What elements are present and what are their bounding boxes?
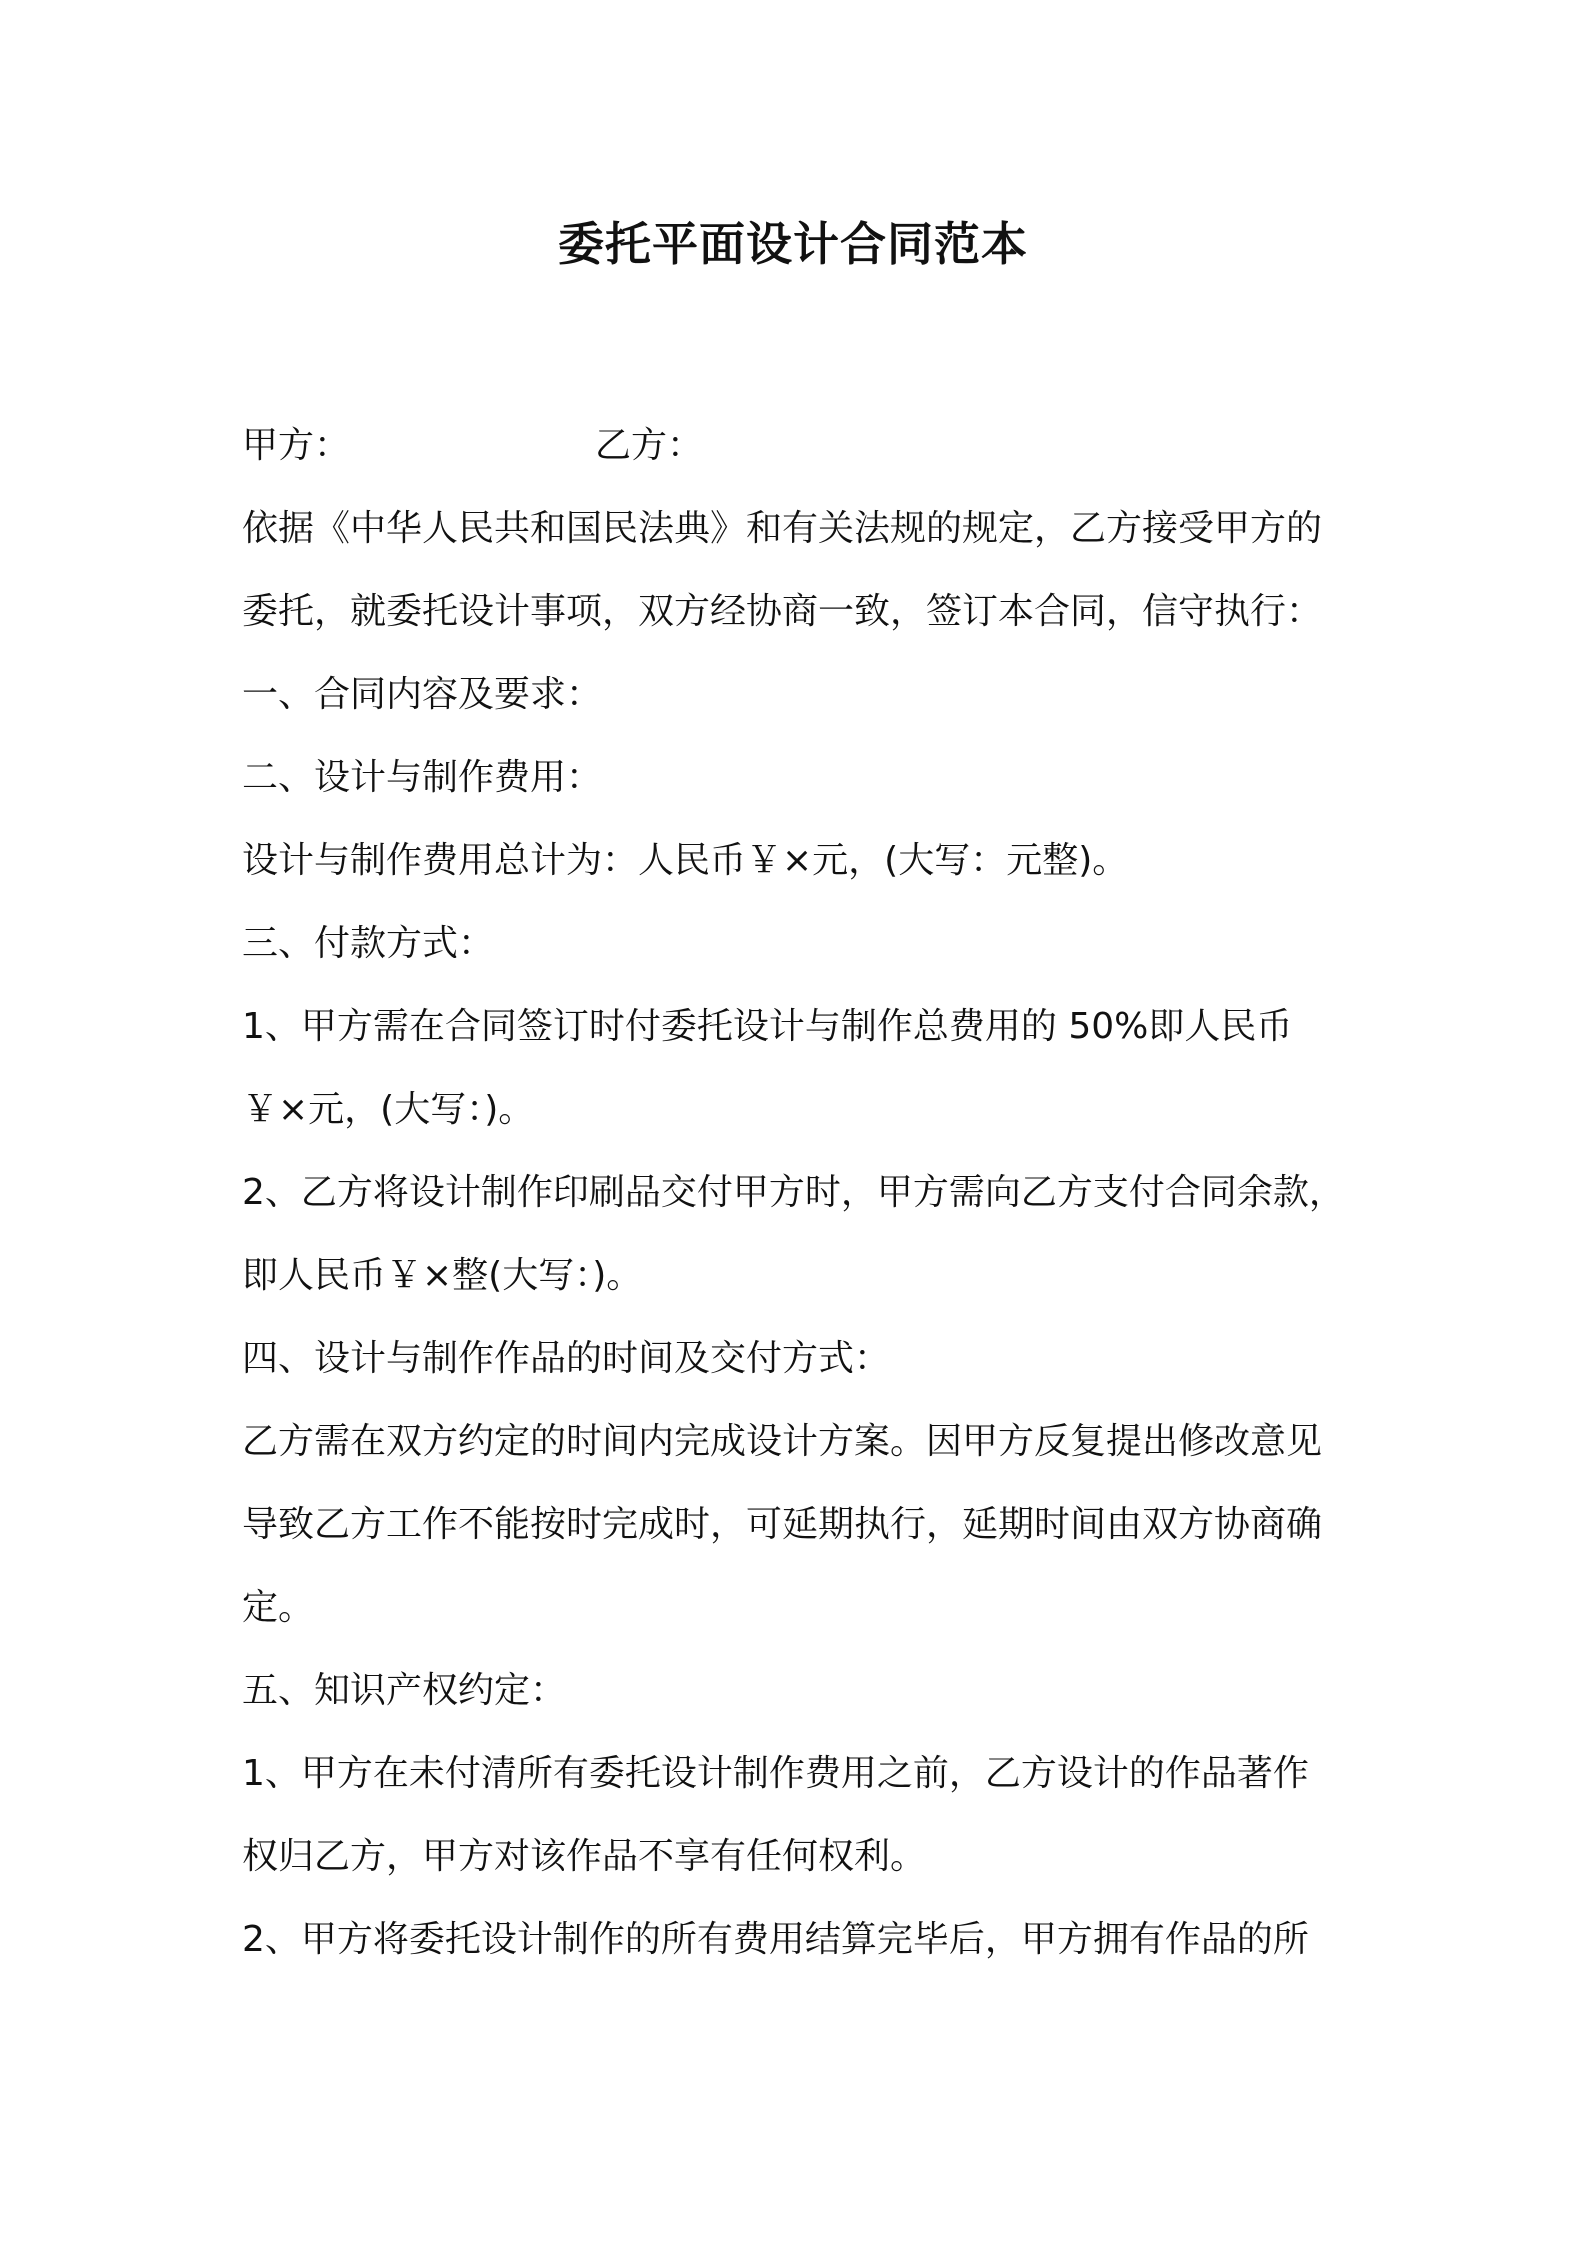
party-a-label: 甲方： [242,425,351,466]
party-b-label: 乙方： [595,425,704,466]
parties-line [242,404,1392,487]
text-line: ￥×元，(大写：)。 [242,1089,535,1130]
text-line: 1、甲方在未付清所有委托设计制作费用之前，乙方设计的作品著作 [242,1753,1309,1794]
document-body [242,404,1392,1981]
section-heading: 一、合同内容及要求： [242,674,603,715]
text-line: 导致乙方工作不能按时完成时，可延期执行，延期时间由双方协商确 [242,1504,1323,1545]
section-heading: 二、设计与制作费用： [242,757,603,798]
text-line: 乙方需在双方约定的时间内完成设计方案。因甲方反复提出修改意见 [242,1421,1323,1462]
section-heading: 五、知识产权约定： [242,1670,567,1711]
section-heading: 三、付款方式： [242,923,495,964]
text-line: 权归乙方，甲方对该作品不享有任何权利。 [242,1836,927,1877]
text-line: 2、甲方将委托设计制作的所有费用结算完毕后，甲方拥有作品的所 [242,1919,1309,1960]
text-line: 设计与制作费用总计为：人民币￥×元，(大写：元整)。 [242,840,1129,881]
text-line: 依据《中华人民共和国民法典》和有关法规的规定，乙方接受甲方的 [242,508,1323,549]
document-title: 委托平面设计合同范本 [558,217,1028,271]
section-heading: 四、设计与制作作品的时间及交付方式： [242,1338,891,1379]
text-line: 1、甲方需在合同签订时付委托设计与制作总费用的 50%即人民币 [242,1006,1293,1047]
text-line: 2、乙方将设计制作印刷品交付甲方时，甲方需向乙方支付合同余款， [242,1172,1345,1213]
text-line: 定。 [242,1587,315,1628]
text-line: 委托，就委托设计事项，双方经协商一致，签订本合同，信守执行： [242,591,1323,632]
text-line: 即人民币￥×整(大写：)。 [242,1255,643,1296]
